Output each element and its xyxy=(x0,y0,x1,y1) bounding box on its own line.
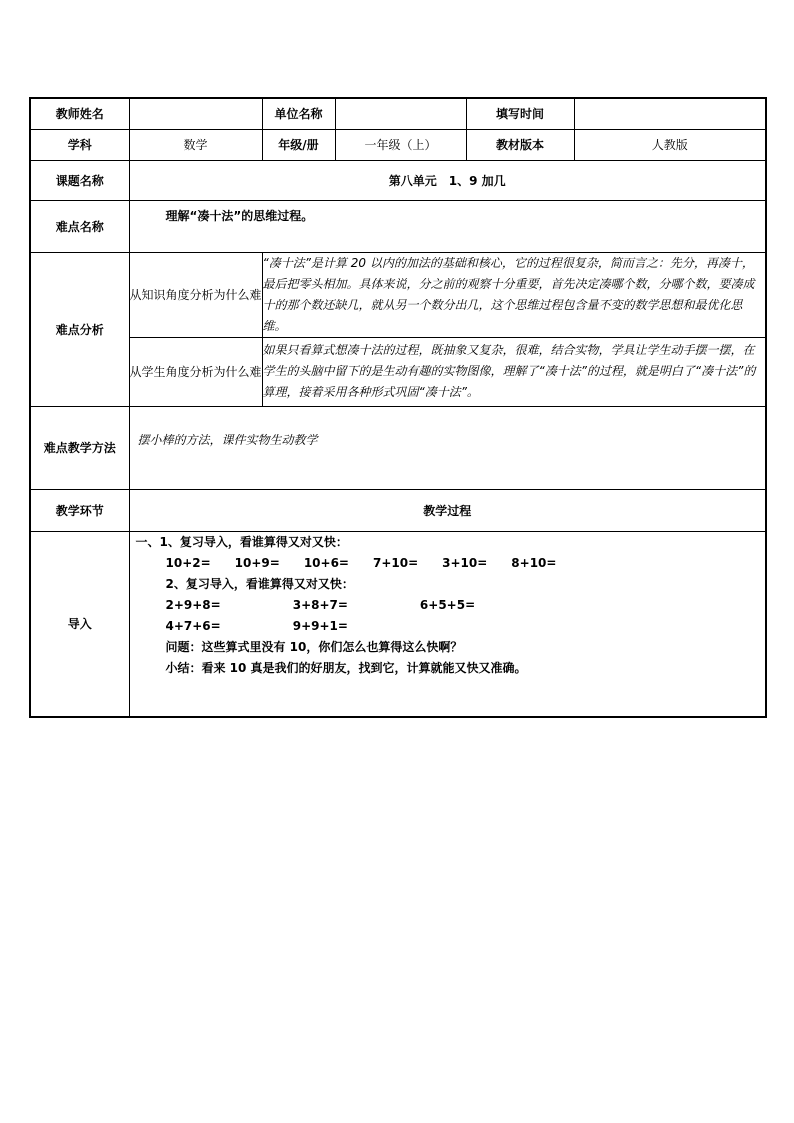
intro-row xyxy=(30,531,766,717)
method-row xyxy=(30,406,766,489)
method-value: 摆小棒的方法，课件实物生动教学 xyxy=(129,406,766,489)
header-row xyxy=(30,98,766,129)
intro-line-6: 问题：这些算式里没有 10，你们怎么也算得这么快啊？ xyxy=(165,639,463,654)
analysis-knowledge-row xyxy=(30,252,766,337)
teacher-name-field xyxy=(129,98,262,129)
unit-name-label: 单位名称 xyxy=(262,98,335,129)
knowledge-angle-label: 从知识角度分析为什么难 xyxy=(129,252,262,337)
intro-line-4: 2+9+8= 3+8+7= 6+5+5= xyxy=(165,597,476,612)
intro-line-1: 一、1、复习导入，看谁算得又对又快： xyxy=(135,534,348,549)
stage-header: 教学环节 xyxy=(30,489,129,531)
teacher-name-label: 教师姓名 xyxy=(30,98,129,129)
process-header: 教学过程 xyxy=(129,489,766,531)
grade-label: 年级/册 xyxy=(262,129,335,160)
intro-line-2: 10+2= 10+9= 10+6= 7+10= 3+10= 8+10= xyxy=(165,555,557,570)
fill-date-field xyxy=(574,98,766,129)
process-header-row xyxy=(30,489,766,531)
student-angle-text: 如果只看算式想凑十法的过程，既抽象又复杂，很难，结合实物，学具让学生动手摆一摆，在学生的头脑中留下的是生动有趣的实物图像，理解了“凑十法”的过程，就是明白了“凑十法”的算理，接着采用各种形式巩固“凑十法”。 xyxy=(262,337,766,406)
topic-value: 第八单元 1、9 加几 xyxy=(129,160,766,200)
lesson-plan-table xyxy=(29,97,767,718)
intro-line-5: 4+7+6= 9+9+1= xyxy=(165,618,348,633)
intro-line-3: 2、复习导入，看谁算得又对又快： xyxy=(165,576,354,591)
intro-label: 导入 xyxy=(30,531,129,717)
knowledge-angle-text: “凑十法”是计算 20 以内的加法的基础和核心，它的过程很复杂，简而言之：先分，再凑十，最后把零头相加。具体来说，分之前的观察十分重要，首先决定凑哪个数，分哪个数，要凑成十的那个数还缺几，就从另一个数分出几，这个思维过程包含量不变的数学思想和最优化思维。 xyxy=(262,252,766,337)
fill-date-label: 填写时间 xyxy=(466,98,574,129)
difficulty-value: 理解“凑十法”的思维过程。 xyxy=(129,200,766,252)
edition-value: 人教版 xyxy=(574,129,766,160)
method-label: 难点教学方法 xyxy=(30,406,129,489)
unit-name-field xyxy=(335,98,466,129)
grade-value: 一年级（上） xyxy=(335,129,466,160)
subject-value: 数学 xyxy=(129,129,262,160)
info-row xyxy=(30,129,766,160)
difficulty-row xyxy=(30,200,766,252)
analysis-student-row xyxy=(30,337,766,406)
topic-label: 课题名称 xyxy=(30,160,129,200)
analysis-label: 难点分析 xyxy=(30,252,129,406)
intro-content xyxy=(129,531,766,717)
intro-line-7: 小结：看来 10 真是我们的好朋友，找到它，计算就能又快又准确。 xyxy=(165,660,527,675)
subject-label: 学科 xyxy=(30,129,129,160)
edition-label: 教材版本 xyxy=(466,129,574,160)
difficulty-label: 难点名称 xyxy=(30,200,129,252)
topic-row xyxy=(30,160,766,200)
student-angle-label: 从学生角度分析为什么难 xyxy=(129,337,262,406)
